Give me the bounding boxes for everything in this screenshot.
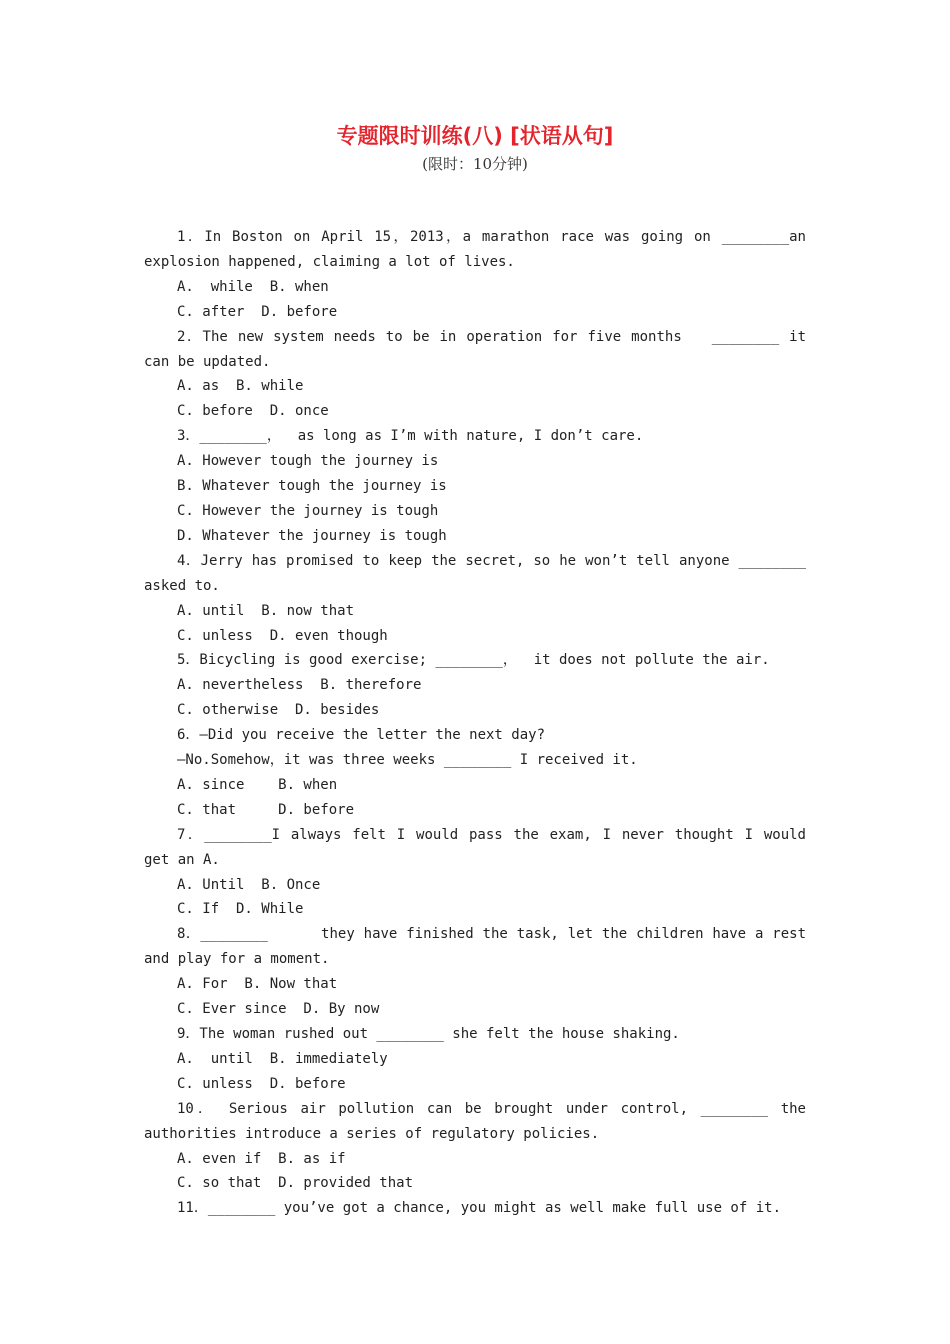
question-option-line: A. nevertheless B. therefore (177, 677, 422, 694)
question-option-line: B. Whatever tough the journey is (177, 478, 447, 495)
question-stem: 3．________， as long as I’m with nature, I don’t care. (177, 428, 644, 445)
question-option-line: C. If D. While (177, 901, 304, 918)
question-option-line: A. until B. immediately (177, 1050, 388, 1067)
question-item (144, 424, 806, 549)
question-item (144, 823, 815, 923)
question-list (144, 225, 815, 1221)
question-item (144, 1097, 815, 1197)
time-limit: (限时：10分钟) (422, 155, 528, 173)
question-option-line: C. before D. once (177, 403, 329, 420)
question-item (144, 922, 815, 1022)
question-stem: 5．Bicycling is good exercise; ________， it does not pollute the air. (177, 652, 770, 669)
question-option-line: C. otherwise D. besides (177, 702, 380, 719)
question-option-line: C. unless D. before (177, 1075, 346, 1092)
question-item (144, 1196, 806, 1221)
question-stem: 8．________ they have finished the task, let the children have a rest and play for a moment. (144, 926, 815, 968)
question-option-line: C. However the journey is tough (177, 502, 439, 519)
question-option-line: A. even if B. as if (177, 1150, 346, 1167)
question-item (144, 648, 806, 723)
question-item (144, 325, 815, 425)
question-stem: 4．Jerry has promised to keep the secret, so he won’t tell anyone ________ asked to. (144, 552, 815, 594)
question-option-line: A. since B. when (177, 776, 338, 793)
page-title: 专题限时训练(八) [状语从句] (336, 124, 614, 148)
question-option-line: A. For B. Now that (177, 976, 338, 993)
question-option-line: —No.Somehow，it was three weeks ________ I received it. (177, 752, 638, 769)
question-item (144, 723, 806, 823)
question-option-line: A. However tough the journey is (177, 453, 439, 470)
question-option-line: C. after D. before (177, 303, 338, 320)
question-stem: 1．In Boston on April 15，2013，a marathon race was going on ________an explosion happened, claiming a lot of lives. (144, 229, 815, 270)
question-option-line: C. that D. before (177, 801, 355, 818)
question-item (144, 1022, 806, 1097)
question-stem: 2．The new system needs to be in operation for five months ________ it can be updated. (144, 328, 815, 370)
question-option-line: A. until B. now that (177, 602, 355, 619)
question-option-line: C. Ever since D. By now (177, 1001, 380, 1018)
question-item (144, 549, 815, 649)
question-option-line: A. Until B. Once (177, 876, 321, 893)
question-stem: 10． Serious air pollution can be brought under control, ________ the authorities introduce a series of regulatory policies. (144, 1100, 815, 1142)
question-stem: 9．The woman rushed out ________ she felt the house shaking. (177, 1026, 680, 1042)
question-stem: 7．________I always felt I would pass the exam, I never thought I would get an A. (144, 826, 815, 868)
question-option-line: D. Whatever the journey is tough (177, 527, 447, 544)
question-item (144, 225, 815, 325)
question-option-line: C. unless D. even though (177, 627, 388, 644)
question-stem: 6．—Did you receive the letter the next day? (177, 727, 546, 744)
question-stem: 11．________ you’ve got a chance, you might as well make full use of it. (177, 1200, 782, 1217)
question-option-line: A. as B. while (177, 378, 304, 395)
question-option-line: C. so that D. provided that (177, 1175, 414, 1192)
question-option-line: A. while B. when (177, 278, 329, 295)
